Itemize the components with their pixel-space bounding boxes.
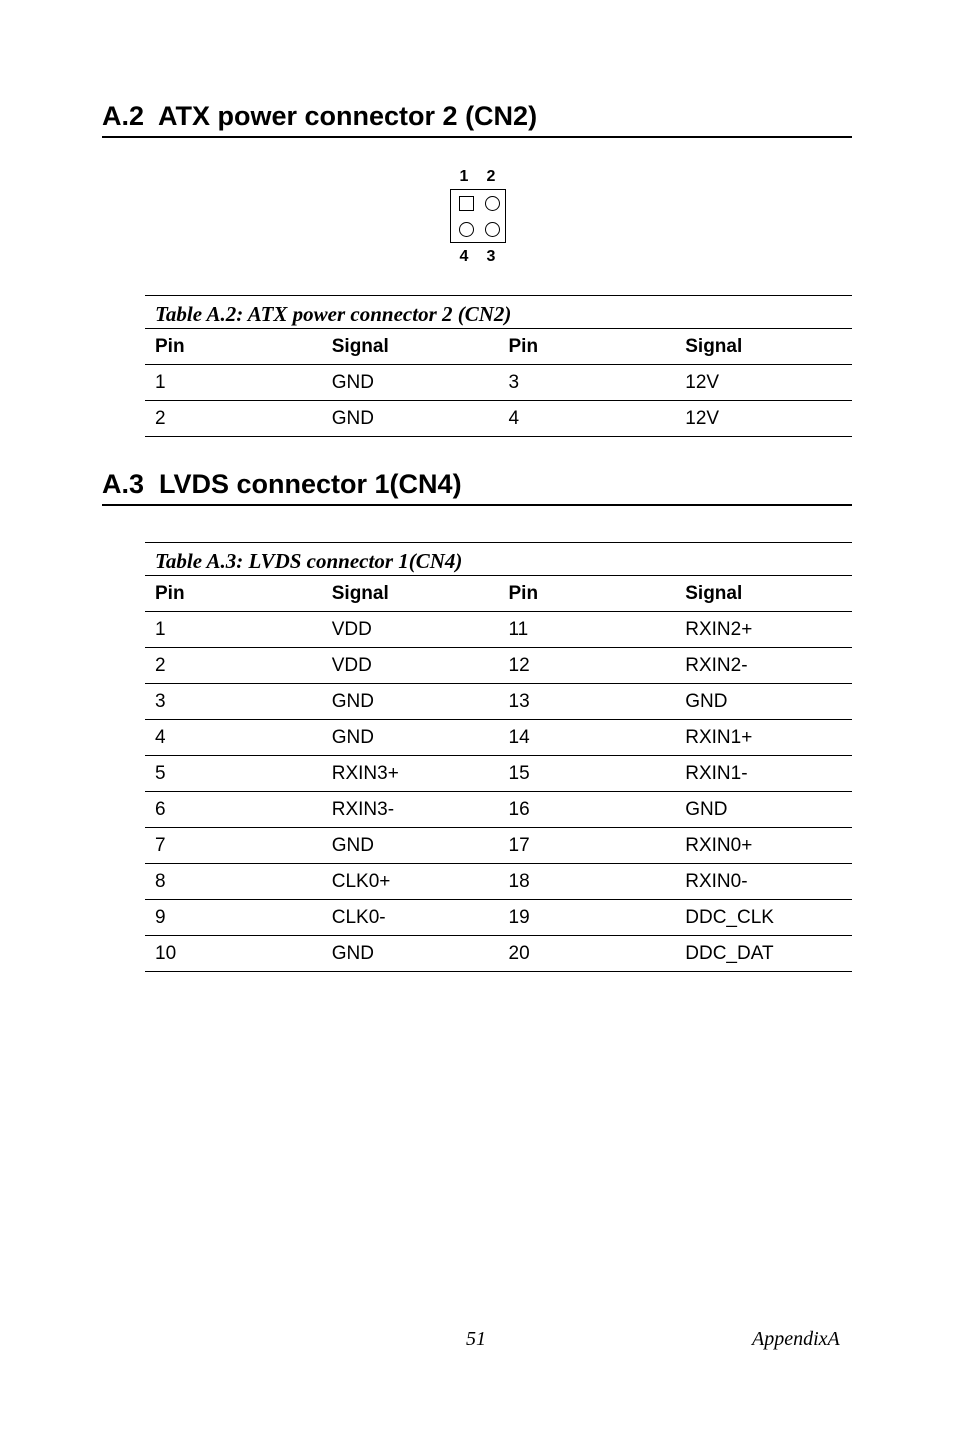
table-cell: GND — [322, 365, 499, 401]
table-cell: RXIN3- — [322, 792, 499, 828]
table-cell: 19 — [499, 900, 676, 936]
round-pin-icon — [485, 196, 500, 211]
header-pin: Pin — [145, 329, 322, 365]
table-cell: 2 — [145, 648, 322, 684]
table-cell: RXIN2- — [675, 648, 852, 684]
table-cell: 9 — [145, 900, 322, 936]
table-cell: 17 — [499, 828, 676, 864]
table-cell: VDD — [322, 648, 499, 684]
table-cell: 11 — [499, 612, 676, 648]
table-cell: 1 — [145, 612, 322, 648]
table-cell: 5 — [145, 756, 322, 792]
table-cell: 13 — [499, 684, 676, 720]
header-signal: Signal — [322, 329, 499, 365]
table-row — [145, 365, 852, 401]
table-cell: RXIN1+ — [675, 720, 852, 756]
table-row — [145, 792, 852, 828]
page-number: 51 — [466, 1328, 486, 1350]
table-cell: 8 — [145, 864, 322, 900]
connector-outline — [450, 189, 506, 243]
table-row — [145, 828, 852, 864]
table-header-row — [145, 329, 852, 365]
table-cell: 20 — [499, 936, 676, 972]
lvds-pin-table — [145, 542, 852, 972]
table-cell: 3 — [145, 684, 322, 720]
pin-label-3: 3 — [486, 248, 496, 265]
table-row — [145, 612, 852, 648]
table-row — [145, 648, 852, 684]
table-cell: 1 — [145, 365, 322, 401]
table-row — [145, 720, 852, 756]
square-pin-icon — [459, 196, 474, 211]
footer-section-label: AppendixA — [752, 1328, 840, 1350]
pin-label-4: 4 — [459, 248, 469, 265]
table-cell: 16 — [499, 792, 676, 828]
table-row — [145, 864, 852, 900]
table-header-row — [145, 576, 852, 612]
table-cell: GND — [322, 720, 499, 756]
table-cell: RXIN0- — [675, 864, 852, 900]
header-signal: Signal — [675, 576, 852, 612]
section-heading-a3: A.3 LVDS connector 1(CN4) — [102, 468, 852, 506]
table-caption: Table A.2: ATX power connector 2 (CN2) — [145, 295, 852, 328]
table-cell: RXIN3+ — [322, 756, 499, 792]
table-cell: RXIN1- — [675, 756, 852, 792]
table-cell: 14 — [499, 720, 676, 756]
header-signal: Signal — [675, 329, 852, 365]
table-cell: 18 — [499, 864, 676, 900]
table-row — [145, 684, 852, 720]
table-cell: VDD — [322, 612, 499, 648]
table-cell: GND — [322, 828, 499, 864]
table-cell: GND — [675, 792, 852, 828]
header-signal: Signal — [322, 576, 499, 612]
table-cell: 4 — [145, 720, 322, 756]
header-pin: Pin — [145, 576, 322, 612]
section-heading-a2: A.2 ATX power connector 2 (CN2) — [102, 100, 852, 138]
table-cell: 10 — [145, 936, 322, 972]
table-cell: 12V — [675, 401, 852, 437]
pin-label-1: 1 — [459, 168, 469, 185]
table-cell: 15 — [499, 756, 676, 792]
atx-power-pin-table — [145, 295, 852, 437]
table-cell: GND — [322, 401, 499, 437]
table-cell: RXIN2+ — [675, 612, 852, 648]
table-cell: GND — [675, 684, 852, 720]
table-cell: RXIN0+ — [675, 828, 852, 864]
table-row — [145, 936, 852, 972]
pin-label-2: 2 — [486, 168, 496, 185]
table-cell: 12 — [499, 648, 676, 684]
table-cell: 6 — [145, 792, 322, 828]
table-cell: GND — [322, 684, 499, 720]
table-row — [145, 900, 852, 936]
table-row — [145, 756, 852, 792]
table-cell: GND — [322, 936, 499, 972]
header-pin: Pin — [499, 329, 676, 365]
table-cell: 12V — [675, 365, 852, 401]
table-cell: 3 — [499, 365, 676, 401]
table-caption: Table A.3: LVDS connector 1(CN4) — [145, 542, 852, 575]
table-cell: 2 — [145, 401, 322, 437]
table-cell: DDC_DAT — [675, 936, 852, 972]
cn2-connector-diagram — [440, 164, 520, 268]
table-cell: 7 — [145, 828, 322, 864]
table-row — [145, 401, 852, 437]
table-cell: CLK0+ — [322, 864, 499, 900]
table-cell: 4 — [499, 401, 676, 437]
round-pin-icon — [459, 222, 474, 237]
header-pin: Pin — [499, 576, 676, 612]
table-cell: DDC_CLK — [675, 900, 852, 936]
table-cell: CLK0- — [322, 900, 499, 936]
round-pin-icon — [485, 222, 500, 237]
